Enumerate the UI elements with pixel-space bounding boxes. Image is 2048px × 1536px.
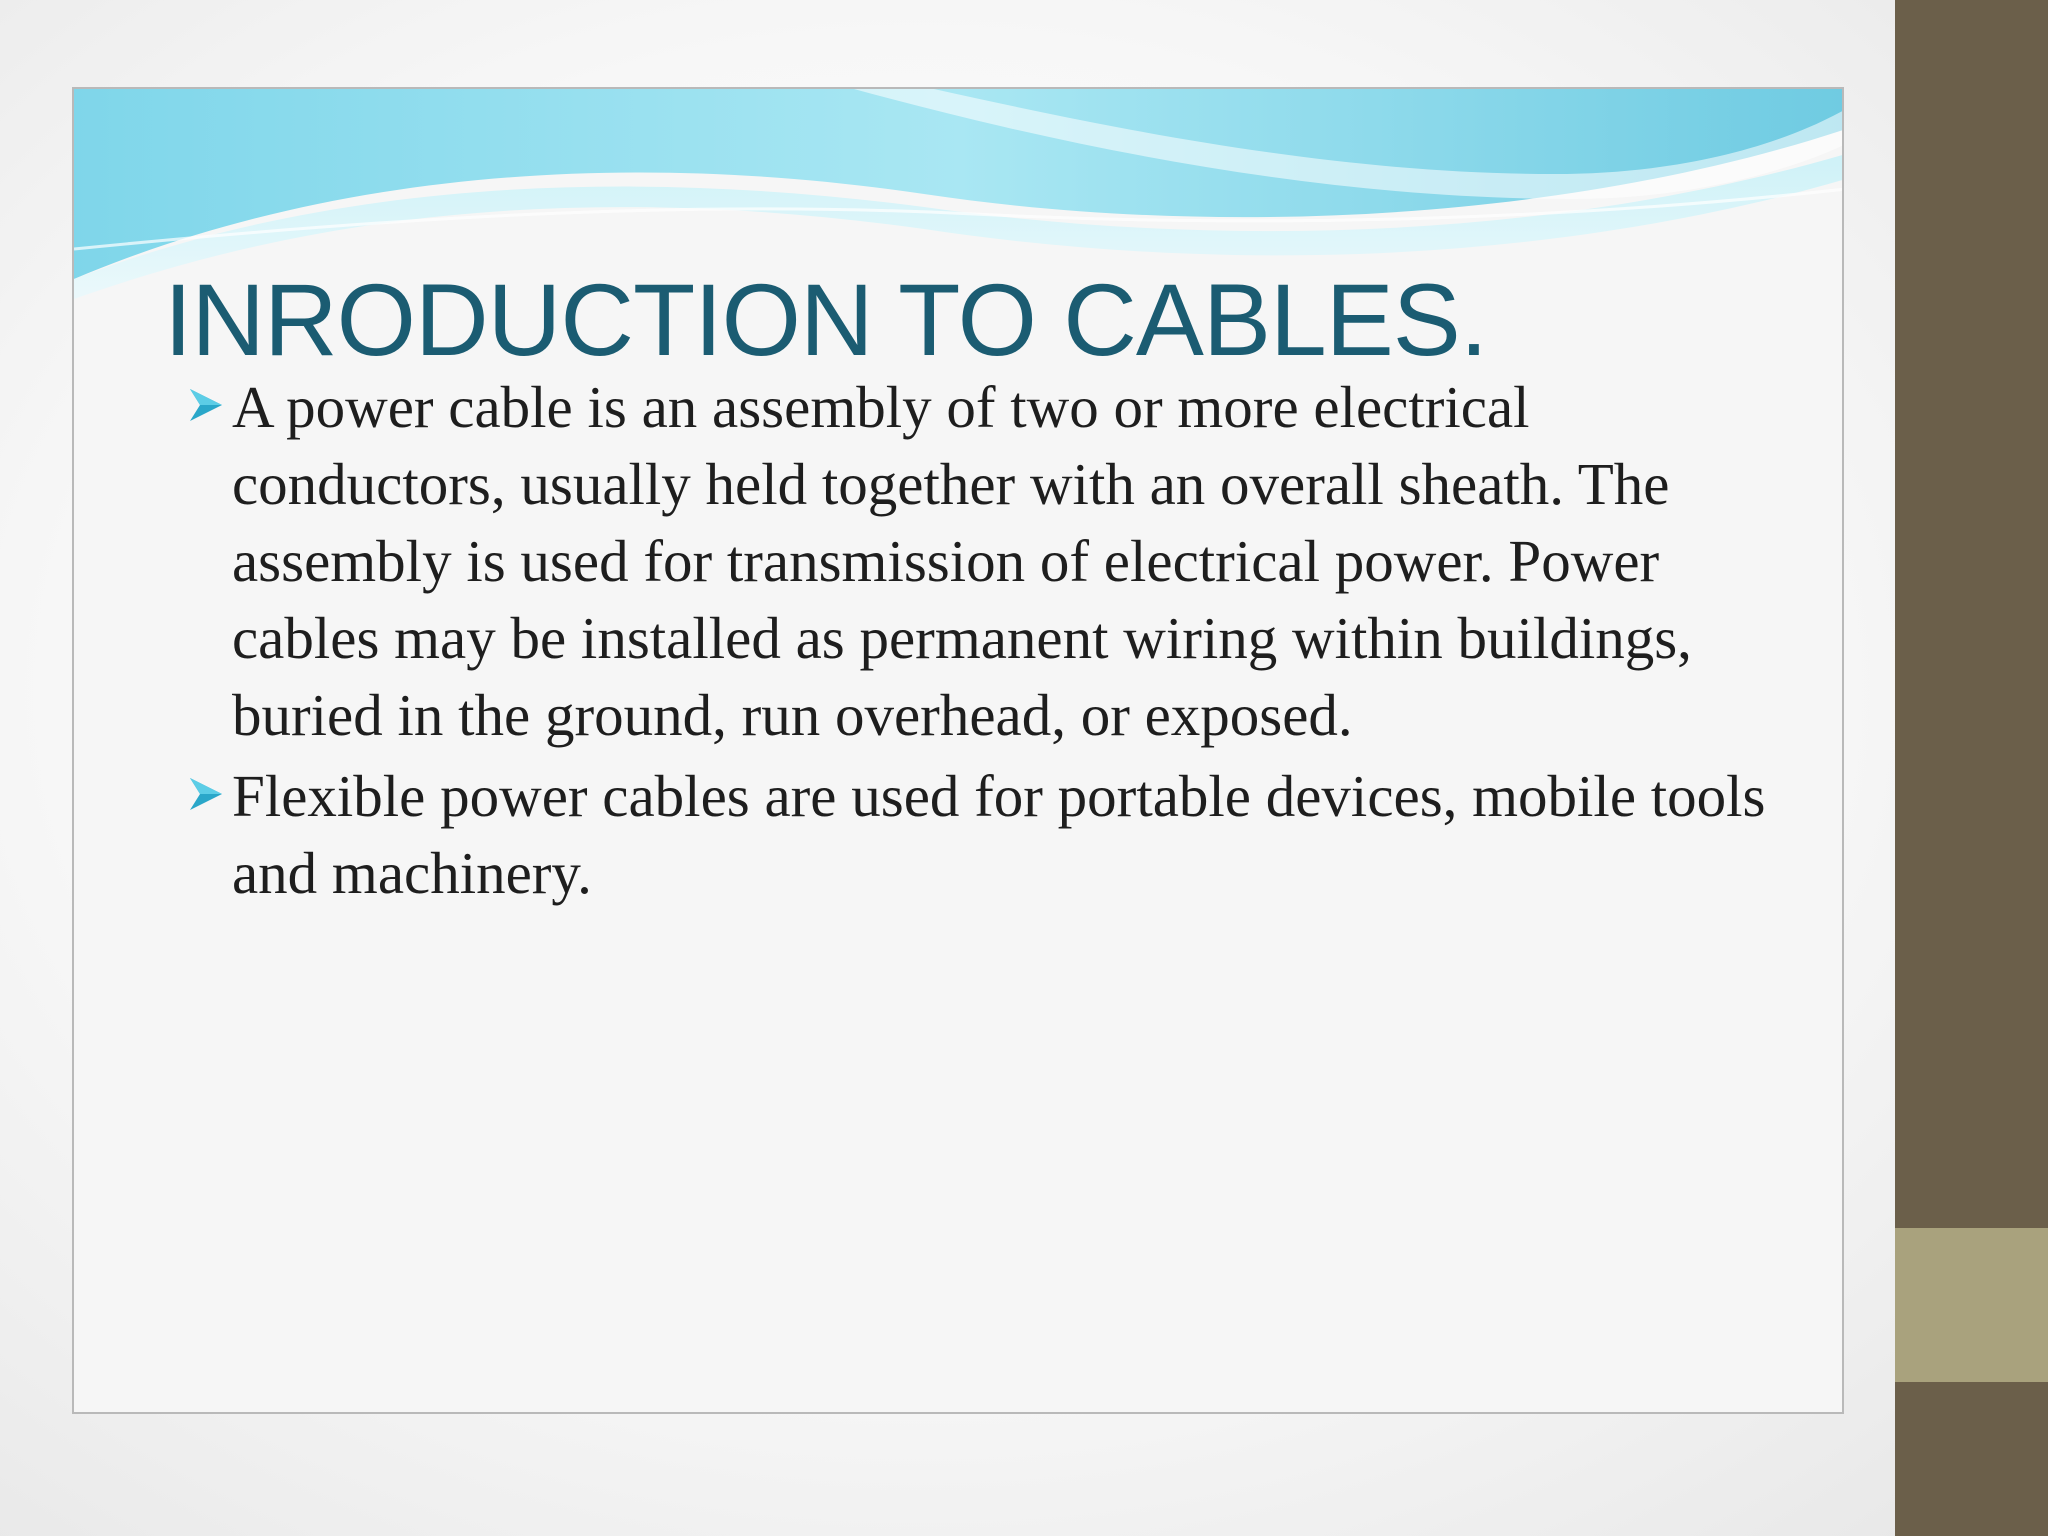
side-accent-block xyxy=(1895,1228,2048,1382)
arrowhead-bullet-icon xyxy=(186,774,226,814)
slide-title: INRODUCTION TO CABLES. xyxy=(164,263,1488,377)
slide xyxy=(72,87,1844,1414)
bullet-item xyxy=(74,369,1844,754)
bullet-item xyxy=(74,758,1844,912)
bullet-text: A power cable is an assembly of two or more electrical conductors, usually held together with an overall sheath. The assembly is used for transmission of electrical power. Power cables may be installed as permanent wiring within buildings, buried in the ground, run overhead, or exposed. xyxy=(232,374,1692,748)
arrowhead-bullet-icon xyxy=(186,385,226,425)
bullet-text: Flexible power cables are used for portable devices, mobile tools and machinery. xyxy=(232,763,1766,906)
bullet-list xyxy=(74,369,1844,916)
